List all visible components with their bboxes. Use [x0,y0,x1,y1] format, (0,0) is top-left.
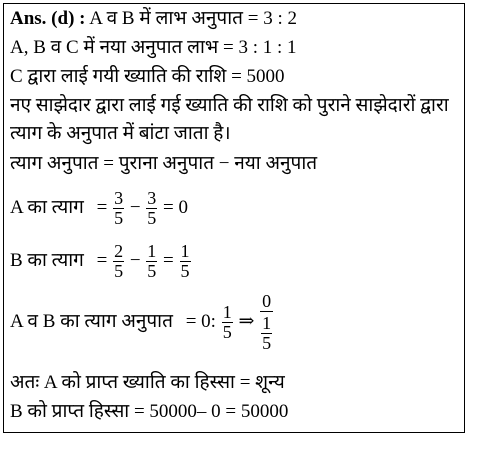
numerator: 3 [114,188,124,208]
explanation-line-2: त्याग के अनुपात में बांटा जाता है। [10,123,231,144]
equals-sign: = [96,196,108,218]
explanation-line-1: नए साझेदार द्वारा लाई गई ख्याति की राशि को पुराने साझेदारों द्वारा [10,95,449,116]
ab-sacrifice-ratio-line [10,292,274,353]
denominator: 5 [147,261,157,281]
numerator: 1 [262,313,272,333]
sacrifice-formula-line: त्याग अनुपात = पुराना अनुपात − नया अनुपात [10,153,318,174]
goodwill-amount-line: C द्वारा लाई गयी ख्याति की राशि = 5000 [10,66,285,87]
fraction [146,242,157,281]
minus-sign: − [129,249,141,271]
new-ratio-line: A, B व C में नया अनुपात लाभ = 3 : 1 : 1 [10,37,297,58]
b-share-line: B को प्राप्त हिस्सा = 50000– 0 = 50000 [10,401,289,422]
a-goodwill-share-line: अतः A को प्राप्त ख्याति का हिस्सा = शून्य [10,372,285,393]
numerator: 1 [147,241,157,261]
fraction [180,242,191,281]
fraction [113,242,124,281]
b-sacrifice-label: B का त्याग [10,249,84,271]
equals-sign: = [163,249,174,271]
a-sacrifice-line [10,189,188,228]
denominator [260,312,273,353]
denominator: 5 [180,261,190,281]
zero-value: 0 [201,310,211,332]
equals-sign: = [163,196,174,218]
implies-arrow: ⇒ [238,310,255,332]
answer-line [10,8,297,30]
solution-box [3,3,465,433]
a-sacrifice-label: A का त्याग [10,196,84,218]
b-sacrifice-line [10,242,192,281]
ab-sacrifice-label: A व B का त्याग अनुपात [10,310,173,332]
numerator: 0 [262,291,272,311]
fraction [113,189,124,228]
denominator: 5 [262,333,272,353]
denominator: 5 [114,208,124,228]
minus-sign: − [129,196,141,218]
denominator: 5 [114,261,124,281]
numerator: 2 [114,241,124,261]
colon: : [210,310,216,332]
compound-fraction [260,292,273,353]
fraction [146,189,157,228]
fraction [261,314,272,353]
numerator: 3 [147,188,157,208]
equals-sign: = [185,310,197,332]
result-value: 0 [178,196,188,218]
answer-label: Ans. (d) : [10,8,86,29]
denominator: 5 [222,322,232,342]
denominator: 5 [147,208,157,228]
equals-sign: = [96,249,108,271]
numerator: 1 [222,302,232,322]
fraction [222,303,233,342]
numerator: 1 [180,241,190,261]
profit-ratio-text: A व B में लाभ अनुपात = 3 : 2 [89,8,297,29]
